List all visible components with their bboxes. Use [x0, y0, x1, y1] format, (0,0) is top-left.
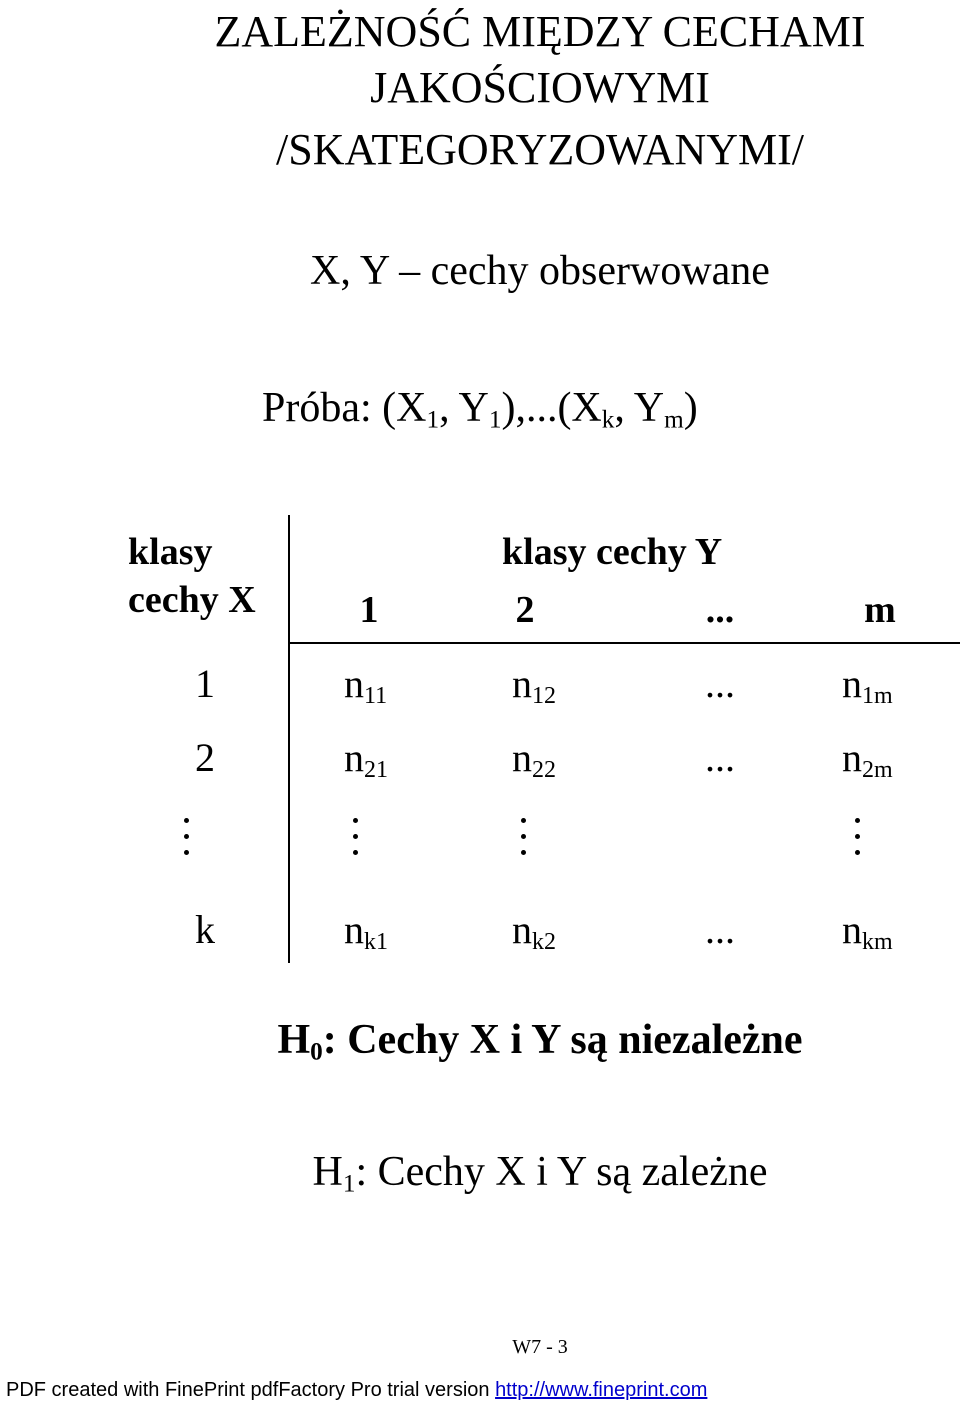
sample-sub: 1 [488, 406, 502, 434]
h1-text: : Cechy X i Y są zależne [355, 1149, 768, 1195]
cell-sub: 21 [364, 757, 388, 783]
sample-text: ) [683, 385, 698, 431]
cell-base: n [842, 907, 862, 952]
table-cell: ... [705, 735, 735, 780]
sample-line [262, 383, 698, 433]
sample-text: , Y [439, 385, 489, 431]
page-number: W7 - 3 [512, 1336, 568, 1358]
cell-sub: 11 [364, 683, 388, 709]
vertical-ellipsis-icon [181, 812, 191, 867]
table-cell [512, 734, 556, 782]
col-label: ... [705, 589, 735, 631]
table-cell [512, 660, 556, 708]
h1-base: H [312, 1149, 343, 1195]
title-line-2: JAKOŚCIOWYMI [370, 63, 710, 112]
footer-text: PDF created with FinePrint pdfFactory Pro trial version [6, 1379, 496, 1401]
cell-base: n [344, 735, 364, 780]
h1-sub: 1 [342, 1170, 356, 1198]
footer-link[interactable]: http://www.fineprint.com [495, 1379, 708, 1401]
vertical-ellipsis-icon [350, 812, 360, 867]
col-label: m [864, 589, 896, 631]
sample-sub: 1 [426, 406, 440, 434]
table-cell [512, 906, 556, 954]
col-label: 2 [515, 589, 535, 631]
cell-sub: k2 [532, 929, 556, 955]
table-horizontal-rule [289, 642, 960, 644]
title-line-1: ZALEŻNOŚĆ MIĘDZY CECHAMI [214, 7, 866, 56]
h0-sub: 0 [310, 1038, 323, 1066]
cell-base: n [512, 661, 532, 706]
cell-base: n [842, 661, 862, 706]
table-cell [344, 906, 388, 954]
sample-sub: k [601, 406, 615, 434]
sample-text: ),...(X [501, 385, 602, 431]
cell-base: n [512, 735, 532, 780]
hypothesis-h1 [313, 1147, 768, 1197]
h0-base: H [277, 1017, 311, 1063]
cell-sub: 2m [862, 757, 893, 783]
cell-sub: km [862, 929, 893, 955]
row-label: 1 [195, 661, 215, 706]
cell-base: n [842, 735, 862, 780]
table-cell [344, 734, 388, 782]
row-label: k [195, 907, 215, 952]
cell-base: n [344, 661, 364, 706]
pdf-footer [6, 1378, 707, 1402]
cell-base: n [512, 907, 532, 952]
table-cell [842, 734, 893, 782]
subtitle: X, Y – cechy obserwowane [310, 248, 770, 294]
title-line-3: /SKATEGORYZOWANYMI/ [276, 125, 804, 174]
cell-sub: 22 [532, 757, 556, 783]
table-cell: ... [705, 907, 735, 952]
hypothesis-h0 [277, 1015, 802, 1065]
row-header-line-1: klasy [128, 531, 213, 573]
col-label: 1 [359, 589, 379, 631]
table-cell: ... [705, 661, 735, 706]
row-label: 2 [195, 735, 215, 780]
cell-sub: 1m [862, 683, 893, 709]
row-header-line-2: cechy X [128, 579, 256, 621]
table-cell [842, 660, 893, 708]
cell-sub: k1 [364, 929, 388, 955]
vertical-ellipsis-icon [852, 812, 862, 867]
column-header: klasy cechy Y [502, 531, 723, 573]
table-vertical-rule [288, 515, 290, 963]
sample-prefix: Próba: (X [262, 385, 427, 431]
cell-base: n [344, 907, 364, 952]
cell-sub: 12 [532, 683, 556, 709]
vertical-ellipsis-icon [518, 812, 528, 867]
table-cell [842, 906, 893, 954]
sample-sub: m [664, 406, 684, 434]
table-cell [344, 660, 387, 708]
sample-text: , Y [614, 385, 665, 431]
h0-text: : Cechy X i Y są niezależne [322, 1017, 803, 1063]
